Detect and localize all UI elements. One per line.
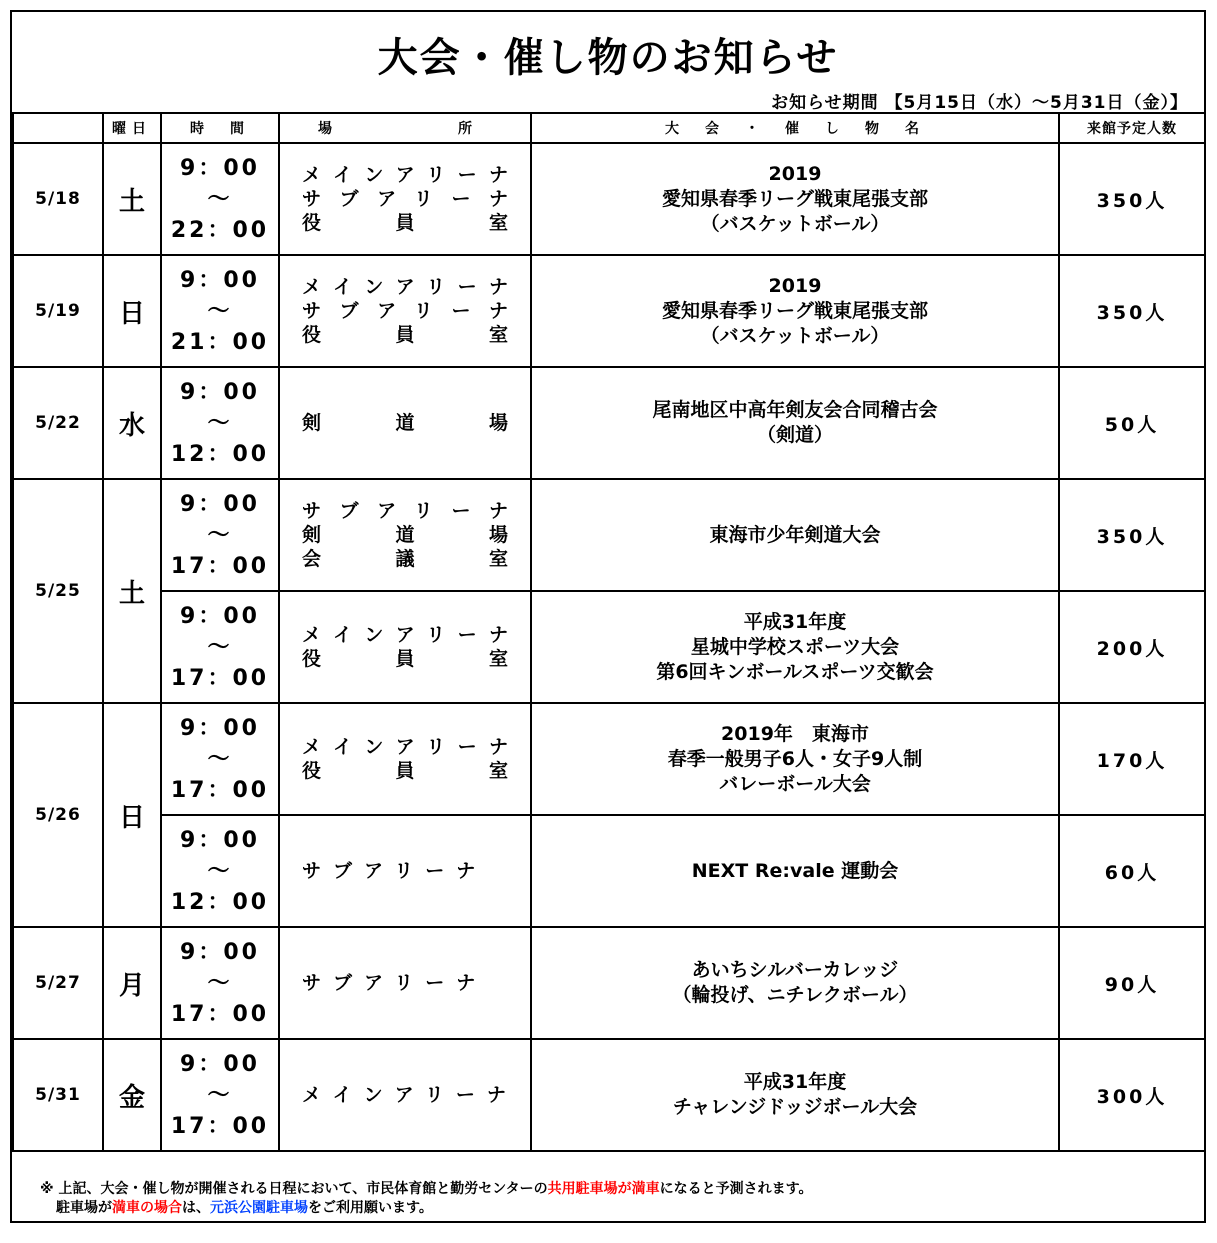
event-line: （輪投げ、ニチレクボール） bbox=[672, 984, 918, 1006]
time-cell bbox=[161, 143, 279, 255]
end-time: 17：00 bbox=[170, 777, 270, 803]
event-line: 第6回キンボールスポーツ交歓会 bbox=[656, 660, 934, 683]
table-row bbox=[13, 591, 1205, 703]
time-cell bbox=[161, 815, 279, 927]
place-name: 役員室 bbox=[302, 324, 508, 346]
table-row bbox=[13, 367, 1205, 479]
place-name: 剣道場 bbox=[302, 412, 508, 434]
end-time: 17：00 bbox=[170, 1113, 270, 1139]
time-cell bbox=[161, 703, 279, 815]
start-time: 9：00 bbox=[180, 715, 260, 741]
date-cell: 5/31 bbox=[13, 1039, 103, 1151]
event-cell bbox=[531, 479, 1059, 591]
date-cell: 5/19 bbox=[13, 255, 103, 367]
event-cell bbox=[531, 927, 1059, 1039]
event-line: 平成31年度 bbox=[743, 610, 847, 633]
end-time: 17：00 bbox=[170, 665, 270, 691]
event-cell bbox=[531, 591, 1059, 703]
note-text: 駐車場が bbox=[56, 1200, 112, 1216]
time-separator: ～ bbox=[207, 410, 233, 436]
event-line: （バスケットボール） bbox=[700, 324, 890, 347]
place-name: サブアリーナ bbox=[302, 300, 508, 322]
note-text: になると予測されます。 bbox=[659, 1181, 813, 1197]
table-row bbox=[13, 479, 1205, 591]
end-time: 17：00 bbox=[170, 1001, 270, 1027]
place-name: メインアリーナ bbox=[302, 276, 508, 298]
place-name: 会議室 bbox=[302, 548, 508, 570]
time-separator: ～ bbox=[207, 522, 233, 548]
date-cell: 5/27 bbox=[13, 927, 103, 1039]
event-line: 愛知県春季リーグ戦東尾張支部 bbox=[661, 299, 928, 322]
place-name: メインアリーナ bbox=[302, 624, 508, 646]
date-cell: 5/25 bbox=[13, 479, 103, 703]
event-cell bbox=[531, 367, 1059, 479]
event-line: 平成31年度 bbox=[743, 1071, 847, 1093]
place-cell bbox=[279, 367, 531, 479]
place-cell bbox=[279, 479, 531, 591]
event-cell bbox=[531, 1039, 1059, 1151]
end-time: 17：00 bbox=[170, 553, 270, 579]
note-text: ※ 上記、大会・催し物が開催される日程において、市民体育館と勤労センターの bbox=[40, 1181, 548, 1197]
note-line-2 bbox=[40, 1199, 813, 1218]
event-cell bbox=[531, 703, 1059, 815]
time-separator: ～ bbox=[207, 186, 233, 212]
start-time: 9：00 bbox=[180, 827, 260, 853]
start-time: 9：00 bbox=[180, 491, 260, 517]
event-line: （剣道） bbox=[756, 424, 833, 446]
table-row bbox=[13, 815, 1205, 927]
note-highlight-red: 共用駐車場が満車 bbox=[547, 1181, 660, 1197]
place-name: 剣道場 bbox=[302, 524, 508, 546]
header-event: 大 会 ・ 催 し 物 名 bbox=[531, 113, 1059, 143]
time-cell bbox=[161, 367, 279, 479]
start-time: 9：00 bbox=[180, 267, 260, 293]
place-name: サブアリーナ bbox=[302, 860, 488, 882]
start-time: 9：00 bbox=[180, 155, 260, 181]
place-cell bbox=[279, 1039, 531, 1151]
visitor-count: 300人 bbox=[1059, 1039, 1205, 1151]
note-highlight-red: 満車の場合 bbox=[112, 1200, 182, 1216]
header-weekday: 曜日 bbox=[103, 113, 161, 143]
time-cell bbox=[161, 927, 279, 1039]
header-time: 時 間 bbox=[161, 113, 279, 143]
table-row bbox=[13, 703, 1205, 815]
place-name: サブアリーナ bbox=[302, 500, 508, 522]
place-cell bbox=[279, 703, 531, 815]
place-name: サブアリーナ bbox=[302, 188, 508, 210]
place-cell bbox=[279, 591, 531, 703]
note-text: をご利用願います。 bbox=[308, 1200, 433, 1216]
place-cell bbox=[279, 255, 531, 367]
event-line: 春季一般男子6人・女子9人制 bbox=[667, 747, 923, 770]
event-line: バレーボール大会 bbox=[719, 772, 871, 795]
event-line: 2019 bbox=[768, 162, 822, 185]
start-time: 9：00 bbox=[180, 939, 260, 965]
end-time: 12：00 bbox=[170, 889, 270, 915]
event-line: あいちシルバーカレッジ bbox=[691, 959, 899, 981]
start-time: 9：00 bbox=[180, 1051, 260, 1077]
time-separator: ～ bbox=[207, 746, 233, 772]
events-table bbox=[12, 112, 1206, 1152]
place-name: メインアリーナ bbox=[302, 1084, 518, 1106]
weekday-cell: 日 bbox=[103, 255, 161, 367]
page-title: 大会・催し物のお知らせ bbox=[377, 35, 839, 81]
event-line: 星城中学校スポーツ大会 bbox=[690, 635, 900, 658]
event-cell bbox=[531, 255, 1059, 367]
time-cell bbox=[161, 479, 279, 591]
table-row bbox=[13, 1039, 1205, 1151]
place-name: 役員室 bbox=[302, 648, 508, 670]
parking-note bbox=[40, 1180, 813, 1218]
visitor-count: 350人 bbox=[1059, 143, 1205, 255]
event-cell bbox=[531, 143, 1059, 255]
notice-sheet bbox=[10, 10, 1206, 1223]
weekday-cell: 土 bbox=[103, 479, 161, 703]
end-time: 12：00 bbox=[170, 441, 270, 467]
event-line: 愛知県春季リーグ戦東尾張支部 bbox=[661, 187, 928, 210]
time-cell bbox=[161, 591, 279, 703]
end-time: 22：00 bbox=[170, 217, 270, 243]
start-time: 9：00 bbox=[180, 379, 260, 405]
place-name: 役員室 bbox=[302, 212, 508, 234]
time-separator: ～ bbox=[207, 634, 233, 660]
table-header-row bbox=[13, 113, 1205, 143]
header-place: 場 所 bbox=[279, 113, 531, 143]
place-name: 役員室 bbox=[302, 760, 508, 782]
place-name: メインアリーナ bbox=[302, 164, 508, 186]
header-date bbox=[13, 113, 103, 143]
time-cell bbox=[161, 255, 279, 367]
date-cell: 5/22 bbox=[13, 367, 103, 479]
weekday-cell: 月 bbox=[103, 927, 161, 1039]
weekday-cell: 水 bbox=[103, 367, 161, 479]
end-time: 21：00 bbox=[170, 329, 270, 355]
time-separator: ～ bbox=[207, 1082, 233, 1108]
date-cell: 5/18 bbox=[13, 143, 103, 255]
visitor-count: 90人 bbox=[1059, 927, 1205, 1039]
time-separator: ～ bbox=[207, 298, 233, 324]
table-row bbox=[13, 927, 1205, 1039]
time-separator: ～ bbox=[207, 970, 233, 996]
event-line: 尾南地区中高年剣友会合同稽古会 bbox=[652, 399, 938, 421]
visitor-count: 50人 bbox=[1059, 367, 1205, 479]
place-cell bbox=[279, 143, 531, 255]
notice-period: お知らせ期間 【5月15日（水）～5月31日（金）】 bbox=[771, 93, 1188, 113]
event-line: （バスケットボール） bbox=[700, 212, 890, 235]
header-count: 来館予定人数 bbox=[1059, 113, 1205, 143]
note-highlight-blue: 元浜公園駐車場 bbox=[210, 1200, 308, 1216]
event-line: チャレンジドッジボール大会 bbox=[672, 1096, 918, 1118]
visitor-count: 350人 bbox=[1059, 479, 1205, 591]
note-line-1 bbox=[40, 1180, 813, 1199]
visitor-count: 200人 bbox=[1059, 591, 1205, 703]
time-cell bbox=[161, 1039, 279, 1151]
weekday-cell: 金 bbox=[103, 1039, 161, 1151]
event-line: 東海市少年剣道大会 bbox=[709, 523, 881, 546]
note-text: は、 bbox=[182, 1200, 210, 1216]
visitor-count: 170人 bbox=[1059, 703, 1205, 815]
weekday-cell: 土 bbox=[103, 143, 161, 255]
time-separator: ～ bbox=[207, 858, 233, 884]
table-row bbox=[13, 143, 1205, 255]
visitor-count: 60人 bbox=[1059, 815, 1205, 927]
event-cell bbox=[531, 815, 1059, 927]
start-time: 9：00 bbox=[180, 603, 260, 629]
event-line: NEXT Re:vale 運動会 bbox=[691, 859, 899, 882]
date-cell: 5/26 bbox=[13, 703, 103, 927]
event-line: 2019 bbox=[768, 274, 822, 297]
table-row bbox=[13, 255, 1205, 367]
place-cell bbox=[279, 815, 531, 927]
place-name: メインアリーナ bbox=[302, 736, 508, 758]
weekday-cell: 日 bbox=[103, 703, 161, 927]
place-name: サブアリーナ bbox=[302, 972, 488, 994]
event-line: 2019年 東海市 bbox=[721, 722, 869, 745]
place-cell bbox=[279, 927, 531, 1039]
visitor-count: 350人 bbox=[1059, 255, 1205, 367]
